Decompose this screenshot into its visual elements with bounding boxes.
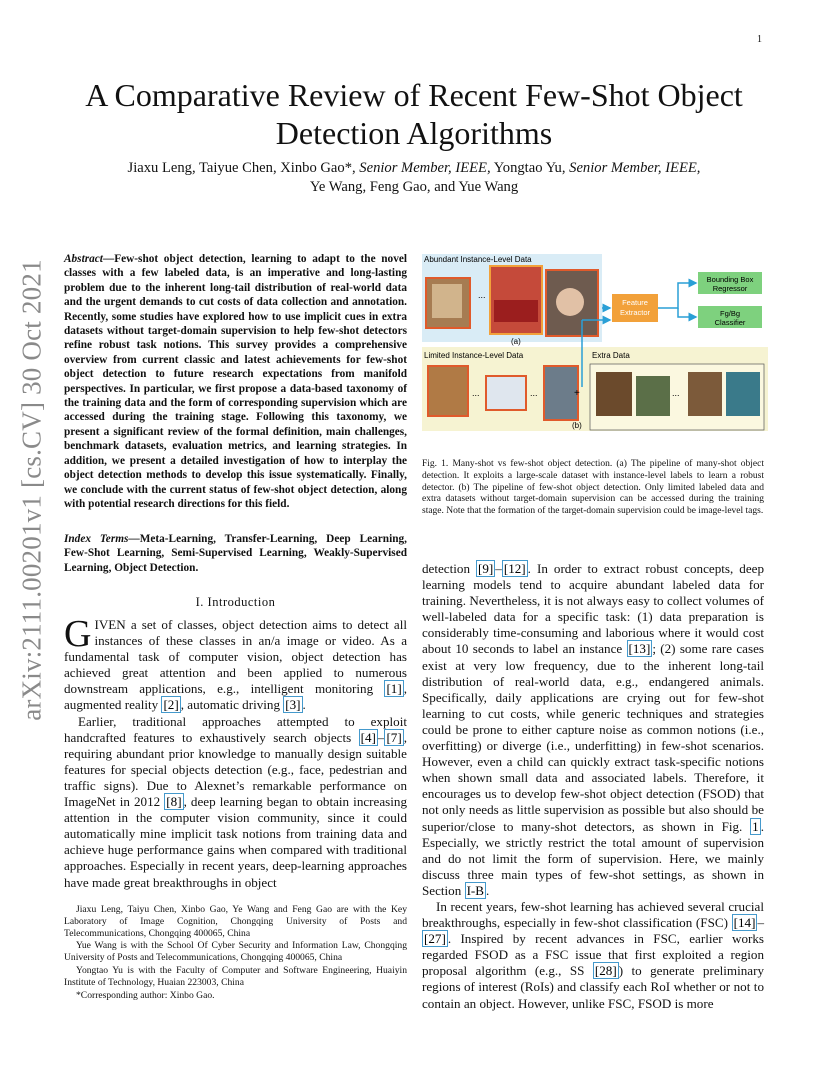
dog-photo-2: [688, 372, 722, 416]
index-terms-label: Index Terms: [64, 533, 129, 545]
intro-text: .: [302, 697, 306, 713]
body-text: ; (2) some rare cases exist at very low frequency, due to the inherent long-tail distribution of real-world data, e.g., endangered animals. Specifically, daily applications are crying out for few-shot learning to cut costs, while generic techniques and strategies could be prone to either capture noise as common notions (i.e., overfitting) or diverge (i.e., underfitting) in few-shot scenarios. However, even a child can quickly extract task-specific notions when shown small data and associated labels. Therefore, it encourages us to develop few-shot object detection (FSOD) that not only needs as little supervision as possible but also should be superior/close to many-shot detectors, as shown in Fig.: [422, 641, 764, 834]
caption-text: Many-shot vs few-shot object detection. (a) The pipeline of many-shot object detection. It exploits a large-scale dataset with instance-level labels to learn a robust detector. (b) The pipeline of few-shot object detection. Only limited labeled data and extra datasets without target-domain supervision can be accessed during the training stage. Note that the formation of the target-domain supervision could be image-level tags.: [422, 459, 764, 517]
citation-link[interactable]: [8]: [166, 794, 182, 810]
plus-sign: +: [574, 388, 580, 399]
abstract-text: —Few-shot object detection, learning to adapt to the novel classes with a few labeled data, is an imperative and long-lasting problem due to the inherent long-tail distribution of real-world data and the urgent demands to cut costs of data collection and annotation. Recently, some studies have explored how to use implicit cues in extra datasets without target-domain supervision to help few-shot detectors refine robust task notions. This survey provides a comprehensive overview from current classic and latest achievements for few-shot object detection to future research expectations from manifold perspectives. In particular, we first propose a data-based taxonomy of the training data and the form of corresponding supervision which are accessed during the training stage. Following this taxonomy, we present a significant review of the formal definition, main challenges, benchmark datasets, evaluation metrics, and learning strategies. In addition, we present a detailed investigation of how to interplay the object detection methods to develop this issue systematically. Finally, we conclude with the current status of few-shot object detection, along with potential research directions for this field.: [64, 253, 407, 510]
figure-link[interactable]: 1: [752, 818, 759, 834]
arxiv-sidebar: [12, 259, 52, 721]
body-text: In recent years, few-shot learning has achieved several crucial breakthroughs, especially in few-shot classification (FSC): [422, 898, 764, 931]
title-line-1: A Comparative Review of Recent Few-Shot Object: [85, 77, 743, 113]
section-link[interactable]: I-B: [466, 882, 485, 898]
bbox-regressor-line-2: Regressor: [712, 284, 748, 293]
fgbg-classifier-line-1: Fg/Bg: [719, 309, 741, 318]
bbox-regressor-line-1: Bounding Box: [706, 275, 754, 284]
plane-photo: [486, 376, 526, 410]
abstract-label: Abstract: [64, 253, 103, 265]
intro-paragraph-2: [64, 714, 407, 891]
authors-membership-1: Senior Member, IEEE,: [359, 160, 491, 176]
panel-b-title: Limited Instance-Level Data: [424, 351, 524, 360]
author-list: [60, 159, 768, 197]
intro-text: IVEN a set of classes, object detection aims to detect all instances of these classes in an/a image or video. As a fundamental task of computer vision, object detection has achieved great attention and been applied to numerous downstream applications, e.g., intelligent monitoring: [64, 617, 407, 697]
title-line-2: Detection Algorithms: [275, 115, 553, 151]
paper-title: [40, 76, 788, 152]
footnotes: [64, 904, 407, 1002]
car-photo-body: [494, 300, 538, 322]
authors-line-2: Ye Wang, Feng Gao, and Yue Wang: [309, 179, 519, 195]
body-text: –: [757, 915, 764, 931]
extra-data-title: Extra Data: [592, 351, 630, 360]
figure-caption: [422, 459, 764, 518]
section-heading: I. Introduction: [195, 595, 276, 609]
body-text: .: [486, 882, 490, 898]
index-terms: [64, 532, 407, 575]
fgbg-classifier-line-2: Classifier: [714, 318, 746, 327]
footnote: Yue Wang is with the School Of Cyber Security and Information Law, Chongqing University of Posts and Telecommunications, Chongqing 400065, China: [64, 940, 407, 964]
arrow-to-classifier: [678, 308, 696, 317]
body-text: . In order to extract robust concepts, deep learning models tend to acquire abundant labeled data for training. Nevertheless, it is not always easy to collect volumes of well-labeled data for a specific task: (1) data preparation is considerably time-consuming and laborious where it would cost about 10 seconds to label an instance: [422, 561, 764, 657]
bird-photo: [636, 376, 670, 416]
footnote: *Corresponding author: Xinbo Gao.: [76, 989, 215, 1001]
horse-photo: [596, 372, 632, 416]
citation-link[interactable]: [4]: [360, 729, 376, 745]
person-photo-face: [556, 288, 584, 316]
arrow-to-regressor: [658, 283, 696, 308]
intro-text: –: [377, 729, 385, 745]
right-column-body: [422, 561, 764, 1012]
intro-text: Earlier, traditional approaches attempted to exploit handcrafted features to exhaustively search objects: [64, 713, 407, 745]
figure-1-diagram: [422, 252, 768, 448]
feature-extractor-line-1: Feature: [622, 298, 648, 307]
cat-photo-subject: [432, 284, 462, 318]
intro-left-column: [64, 613, 407, 891]
body-text: . Especially, we strictly restrict the total amount of supervision and do not limit the form of supervision. Here, we mainly discuss three main types of few-shot settings, as shown in Section: [422, 818, 764, 898]
citation-link[interactable]: [7]: [386, 729, 402, 745]
citation-link[interactable]: [13]: [628, 641, 651, 657]
ellipsis-b1: ...: [472, 388, 480, 398]
authors-names-2: Yongtao Yu,: [490, 160, 570, 176]
authors-membership-2: Senior Member, IEEE,: [569, 160, 701, 176]
citation-link[interactable]: [12]: [503, 561, 526, 576]
body-text: –: [495, 561, 502, 576]
panel-a-title: Abundant Instance-Level Data: [424, 255, 532, 264]
intro-text: , automatic driving: [180, 697, 284, 713]
ellipsis-b2: ...: [530, 388, 538, 398]
intro-text: , augmented reality: [64, 681, 407, 713]
body-text: . Inspired by recent advances in FSC, earlier works regarded FSOD as a FSC issue that first exploited a region proposal algorithm (e.g., SS: [422, 931, 764, 979]
intro-text: , deep learning began to obtain increasing attention in the computer vision community, since it could automatically mine implicit task notions from training data and achieve huge performance gains when compared with traditional approaches. Especially in recent years, deep-learning approaches have made great breakthroughs in object: [64, 794, 407, 890]
body-text: ) to generate preliminary regions of interest (RoIs) and classify each RoI whether or not to contain an object. However, unlike FSC, FSOD is more: [422, 963, 764, 1011]
ellipsis-a: ...: [478, 290, 486, 300]
panel-a-label: (a): [511, 337, 521, 346]
index-terms-text: —Meta-Learning, Transfer-Learning, Deep Learning, Few-Shot Learning, Semi-Supervised Learning, Weakly-Supervised Learning, Object Detection.: [64, 533, 407, 574]
train-photo: [544, 366, 578, 420]
authors-line-1: [60, 159, 768, 178]
body-text: detection: [422, 561, 477, 576]
right-paragraph-2: [422, 899, 764, 1012]
intro-paragraph-1: [64, 613, 407, 714]
ellipsis-b3: ...: [672, 388, 680, 398]
panel-b-label: (b): [572, 421, 582, 430]
citation-link[interactable]: [28]: [594, 963, 617, 979]
citation-link[interactable]: [2]: [163, 697, 179, 713]
intro-text: , requiring abundant prior knowledge to manually design suitable features for special objects detection (e.g., face, pedestrian and traffic signs). Due to Alexnet’s remarkable performance on ImageNet in 2012: [64, 729, 407, 810]
footnote: Yongtao Yu is with the Faculty of Computer and Software Engineering, Huaiyin Institute of Technology, Huaian 223003, China: [64, 964, 407, 988]
citation-link[interactable]: [9]: [478, 561, 494, 576]
figure-1: [422, 252, 768, 448]
feature-extractor-line-2: Extractor: [619, 308, 651, 317]
arxiv-identifier: arXiv:2111.00201v1 [cs.CV] 30 Oct 2021: [16, 259, 47, 721]
abstract: [64, 252, 407, 511]
drop-cap: G: [64, 613, 92, 655]
citation-link[interactable]: [14]: [733, 915, 756, 931]
right-paragraph-1: [422, 561, 764, 899]
dog-photo: [428, 366, 468, 416]
citation-link[interactable]: [3]: [285, 697, 301, 713]
fish-photo: [726, 372, 760, 416]
citation-link[interactable]: [27]: [424, 931, 446, 947]
caption-label: Fig. 1.: [422, 459, 449, 469]
footnote: Jiaxu Leng, Taiyu Chen, Xinbo Gao, Ye Wang and Feng Gao are with the Key Laboratory of Image Cognition, Chongqing University of Posts and Telecommunications, Chongqing 400065, China: [64, 904, 407, 939]
citation-link[interactable]: [1]: [386, 681, 402, 697]
authors-names-1: Jiaxu Leng, Taiyue Chen, Xinbo Gao*,: [127, 160, 360, 176]
page-number: 1: [757, 34, 762, 45]
